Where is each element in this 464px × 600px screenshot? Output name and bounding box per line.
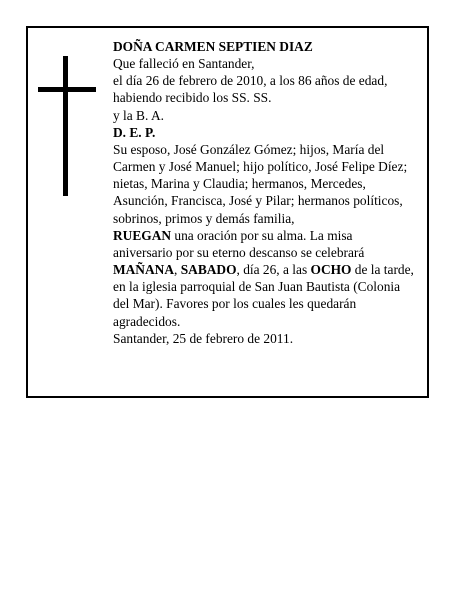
cross-vertical-bar [63,56,68,196]
cross-icon [38,56,96,196]
ruegan-rest: una oración por su alma. La misa [171,227,353,243]
family-line: nietas, Marina y Claudia; hermanos, Mercedes, [113,176,366,192]
misa-line: aniversario por su eterno descanso se celebrará [113,244,365,260]
notice-line: Que falleció en Santander, [113,56,255,72]
family-line: Su esposo, José González Gómez; hijos, María del [113,141,385,157]
signoff-line: Santander, 25 de febrero de 2011. [113,330,294,346]
ocho-word: OCHO [310,262,352,278]
obituary-text [113,38,425,347]
deceased-name-heading: DOÑA CARMEN SEPTIEN DIAZ [113,39,313,54]
ruegan-word: RUEGAN [113,227,172,243]
manana-line [113,261,425,278]
sabado-word: SABADO [180,262,237,278]
manana-word: MAÑANA [113,262,174,278]
family-line: Asunción, Francisca, José y Pilar; hermanos políticos, [113,193,403,209]
family-line: Carmen y José Manuel; hijo político, José Felipe Díez; [113,159,408,175]
closing-line: agradecidos. [113,313,181,329]
manana-comma: , [174,262,181,278]
manana-mid: , día 26, a las [236,262,311,278]
family-line: sobrinos, primos y demás familia, [113,210,295,226]
notice-line: y la B. A. [113,107,164,123]
notice-line: habiendo recibido los SS. SS. [113,90,272,106]
dep-line: D. E. P. [113,124,156,140]
notice-line: el día 26 de febrero de 2010, a los 86 años de edad, [113,73,388,89]
ruegan-line [113,227,425,244]
cross-horizontal-bar [38,87,96,92]
closing-line: en la iglesia parroquial de San Juan Bautista (Colonia [113,279,401,295]
closing-line: del Mar). Favores por los cuales les quedarán [113,296,357,312]
manana-end: de la tarde, [351,262,414,278]
